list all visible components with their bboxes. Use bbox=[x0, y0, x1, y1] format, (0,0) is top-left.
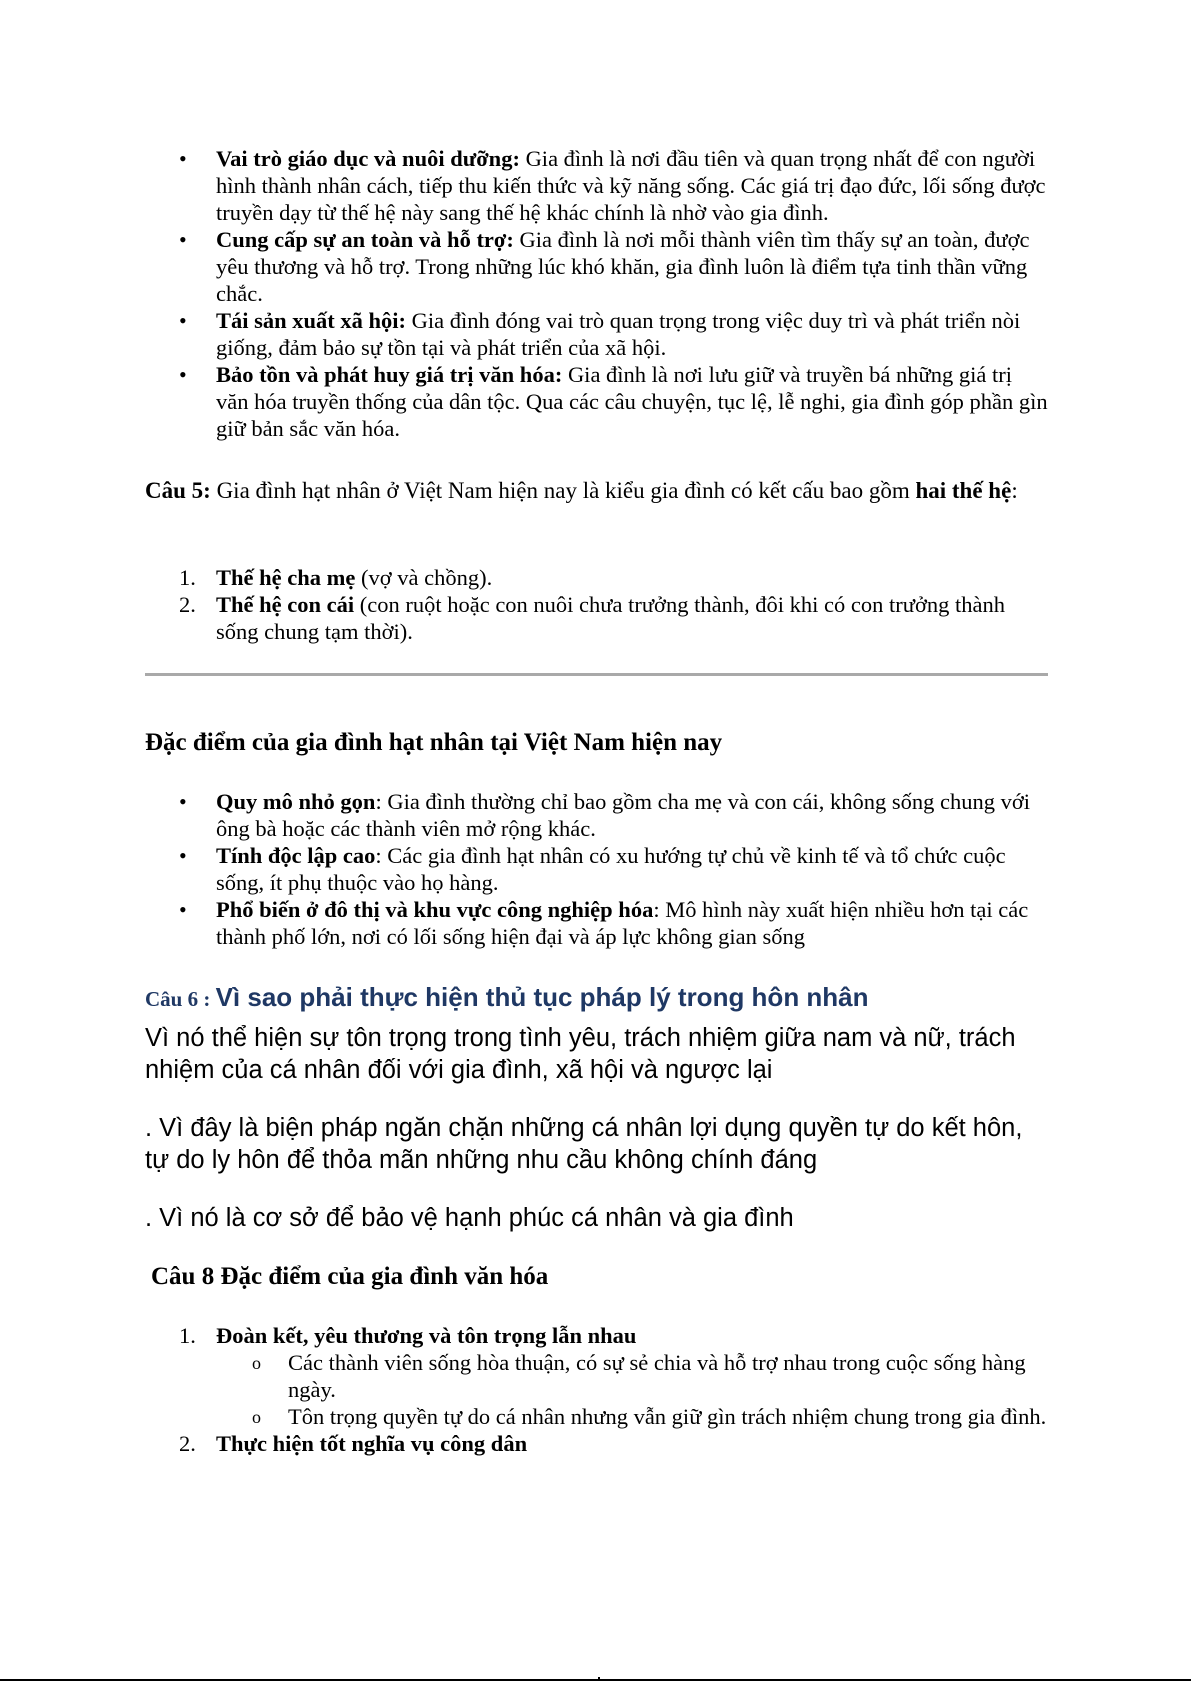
features-list bbox=[145, 788, 1050, 950]
q6-heading: Câu 6 : Vì sao phải thực hiện thủ tục pháp lý trong hôn nhân bbox=[145, 982, 869, 1012]
sub-list bbox=[216, 1349, 1050, 1430]
list-item: 2. Thực hiện tốt nghĩa vụ công dân bbox=[179, 1431, 528, 1456]
page-bottom-tick bbox=[598, 1677, 600, 1681]
page-bottom-rule bbox=[0, 1679, 1191, 1681]
q5-paragraph: Câu 5: Gia đình hạt nhân ở Việt Nam hiện nay là kiểu gia đình có kết cấu bao gồm hai thế hệ: bbox=[145, 478, 1018, 503]
q5-list bbox=[145, 564, 1050, 645]
list-item: 1. Thế hệ cha mẹ (vợ và chồng). bbox=[179, 565, 493, 590]
roles-list bbox=[145, 145, 1050, 442]
list-item: • Bảo tồn và phát huy giá trị văn hóa: Gia đình là nơi lưu giữ và truyền bá những giá trị văn hóa truyền thống của dân tộc. Qua các câu chuyện, tục lệ, lễ nghi, gia đình góp phần gìn giữ bản sắc văn hóa. bbox=[145, 361, 1050, 442]
sub-list-item: o Các thành viên sống hòa thuận, có sự sẻ chia và hỗ trợ nhau trong cuộc sống hàng ngày. bbox=[216, 1349, 1050, 1403]
list-item: 2. Thế hệ con cái (con ruột hoặc con nuôi chưa trưởng thành, đôi khi có con trưởng thành sống chung tạm thời). bbox=[179, 592, 1005, 644]
list-item: • Tính độc lập cao: Các gia đình hạt nhân có xu hướng tự chủ về kinh tế và tổ chức cuộc sống, ít phụ thuộc vào họ hàng. bbox=[145, 842, 1050, 896]
list-item: • Tái sản xuất xã hội: Gia đình đóng vai trò quan trọng trong việc duy trì và phát triển nòi giống, đảm bảo sự tồn tại và phát triển của xã hội. bbox=[145, 307, 1050, 361]
q8-heading: Câu 8 Đặc điểm của gia đình văn hóa bbox=[151, 1263, 549, 1290]
sub-list-item: o Tôn trọng quyền tự do cá nhân nhưng vẫn giữ gìn trách nhiệm chung trong gia đình. bbox=[216, 1403, 1050, 1430]
features-heading: Đặc điểm của gia đình hạt nhân tại Việt Nam hiện nay bbox=[145, 729, 723, 756]
q6-paragraph: . Vì đây là biện pháp ngăn chặn những cá nhân lợi dụng quyền tự do kết hôn, tự do ly hôn để thỏa mãn những nhu cầu không chính đáng bbox=[145, 1114, 1023, 1174]
q6-paragraph: Vì nó thể hiện sự tôn trọng trong tình yêu, trách nhiệm giữa nam và nữ, trách nhiệm của cá nhân đối với gia đình, xã hội và ngược lại bbox=[145, 1024, 1016, 1084]
list-item: • Cung cấp sự an toàn và hỗ trợ: Gia đình là nơi mỗi thành viên tìm thấy sự an toàn, được yêu thương và hỗ trợ. Trong những lúc khó khăn, gia đình luôn là điểm tựa tinh thần vững chắc. bbox=[145, 226, 1050, 307]
horizontal-rule bbox=[145, 673, 1048, 676]
list-item: • Phổ biến ở đô thị và khu vực công nghiệp hóa: Mô hình này xuất hiện nhiều hơn tại các thành phố lớn, nơi có lối sống hiện đại và áp lực không gian sống bbox=[145, 896, 1050, 950]
list-item: 1. Đoàn kết, yêu thương và tôn trọng lẫn nhau o Các thành viên sống hòa thuận, có sự sẻ chia và hỗ trợ nhau trong cuộc sống hàng ngày. o Tôn trọng quyền tự do cá nhân nhưng vẫn giữ gìn trách nhiệm chung trong gia đình. bbox=[145, 1322, 1050, 1430]
q6-paragraph: . Vì nó là cơ sở để bảo vệ hạnh phúc cá nhân và gia đình bbox=[145, 1204, 794, 1232]
list-item: • Quy mô nhỏ gọn: Gia đình thường chỉ bao gồm cha mẹ và con cái, không sống chung với ông bà hoặc các thành viên mở rộng khác. bbox=[145, 788, 1050, 842]
list-item: • Vai trò giáo dục và nuôi dưỡng: Gia đình là nơi đầu tiên và quan trọng nhất để con người hình thành nhân cách, tiếp thu kiến thức và kỹ năng sống. Các giá trị đạo đức, lối sống được truyền dạy từ thế hệ này sang thế hệ khác chính là nhờ vào gia đình. bbox=[145, 145, 1050, 226]
q8-list bbox=[145, 1322, 1050, 1457]
